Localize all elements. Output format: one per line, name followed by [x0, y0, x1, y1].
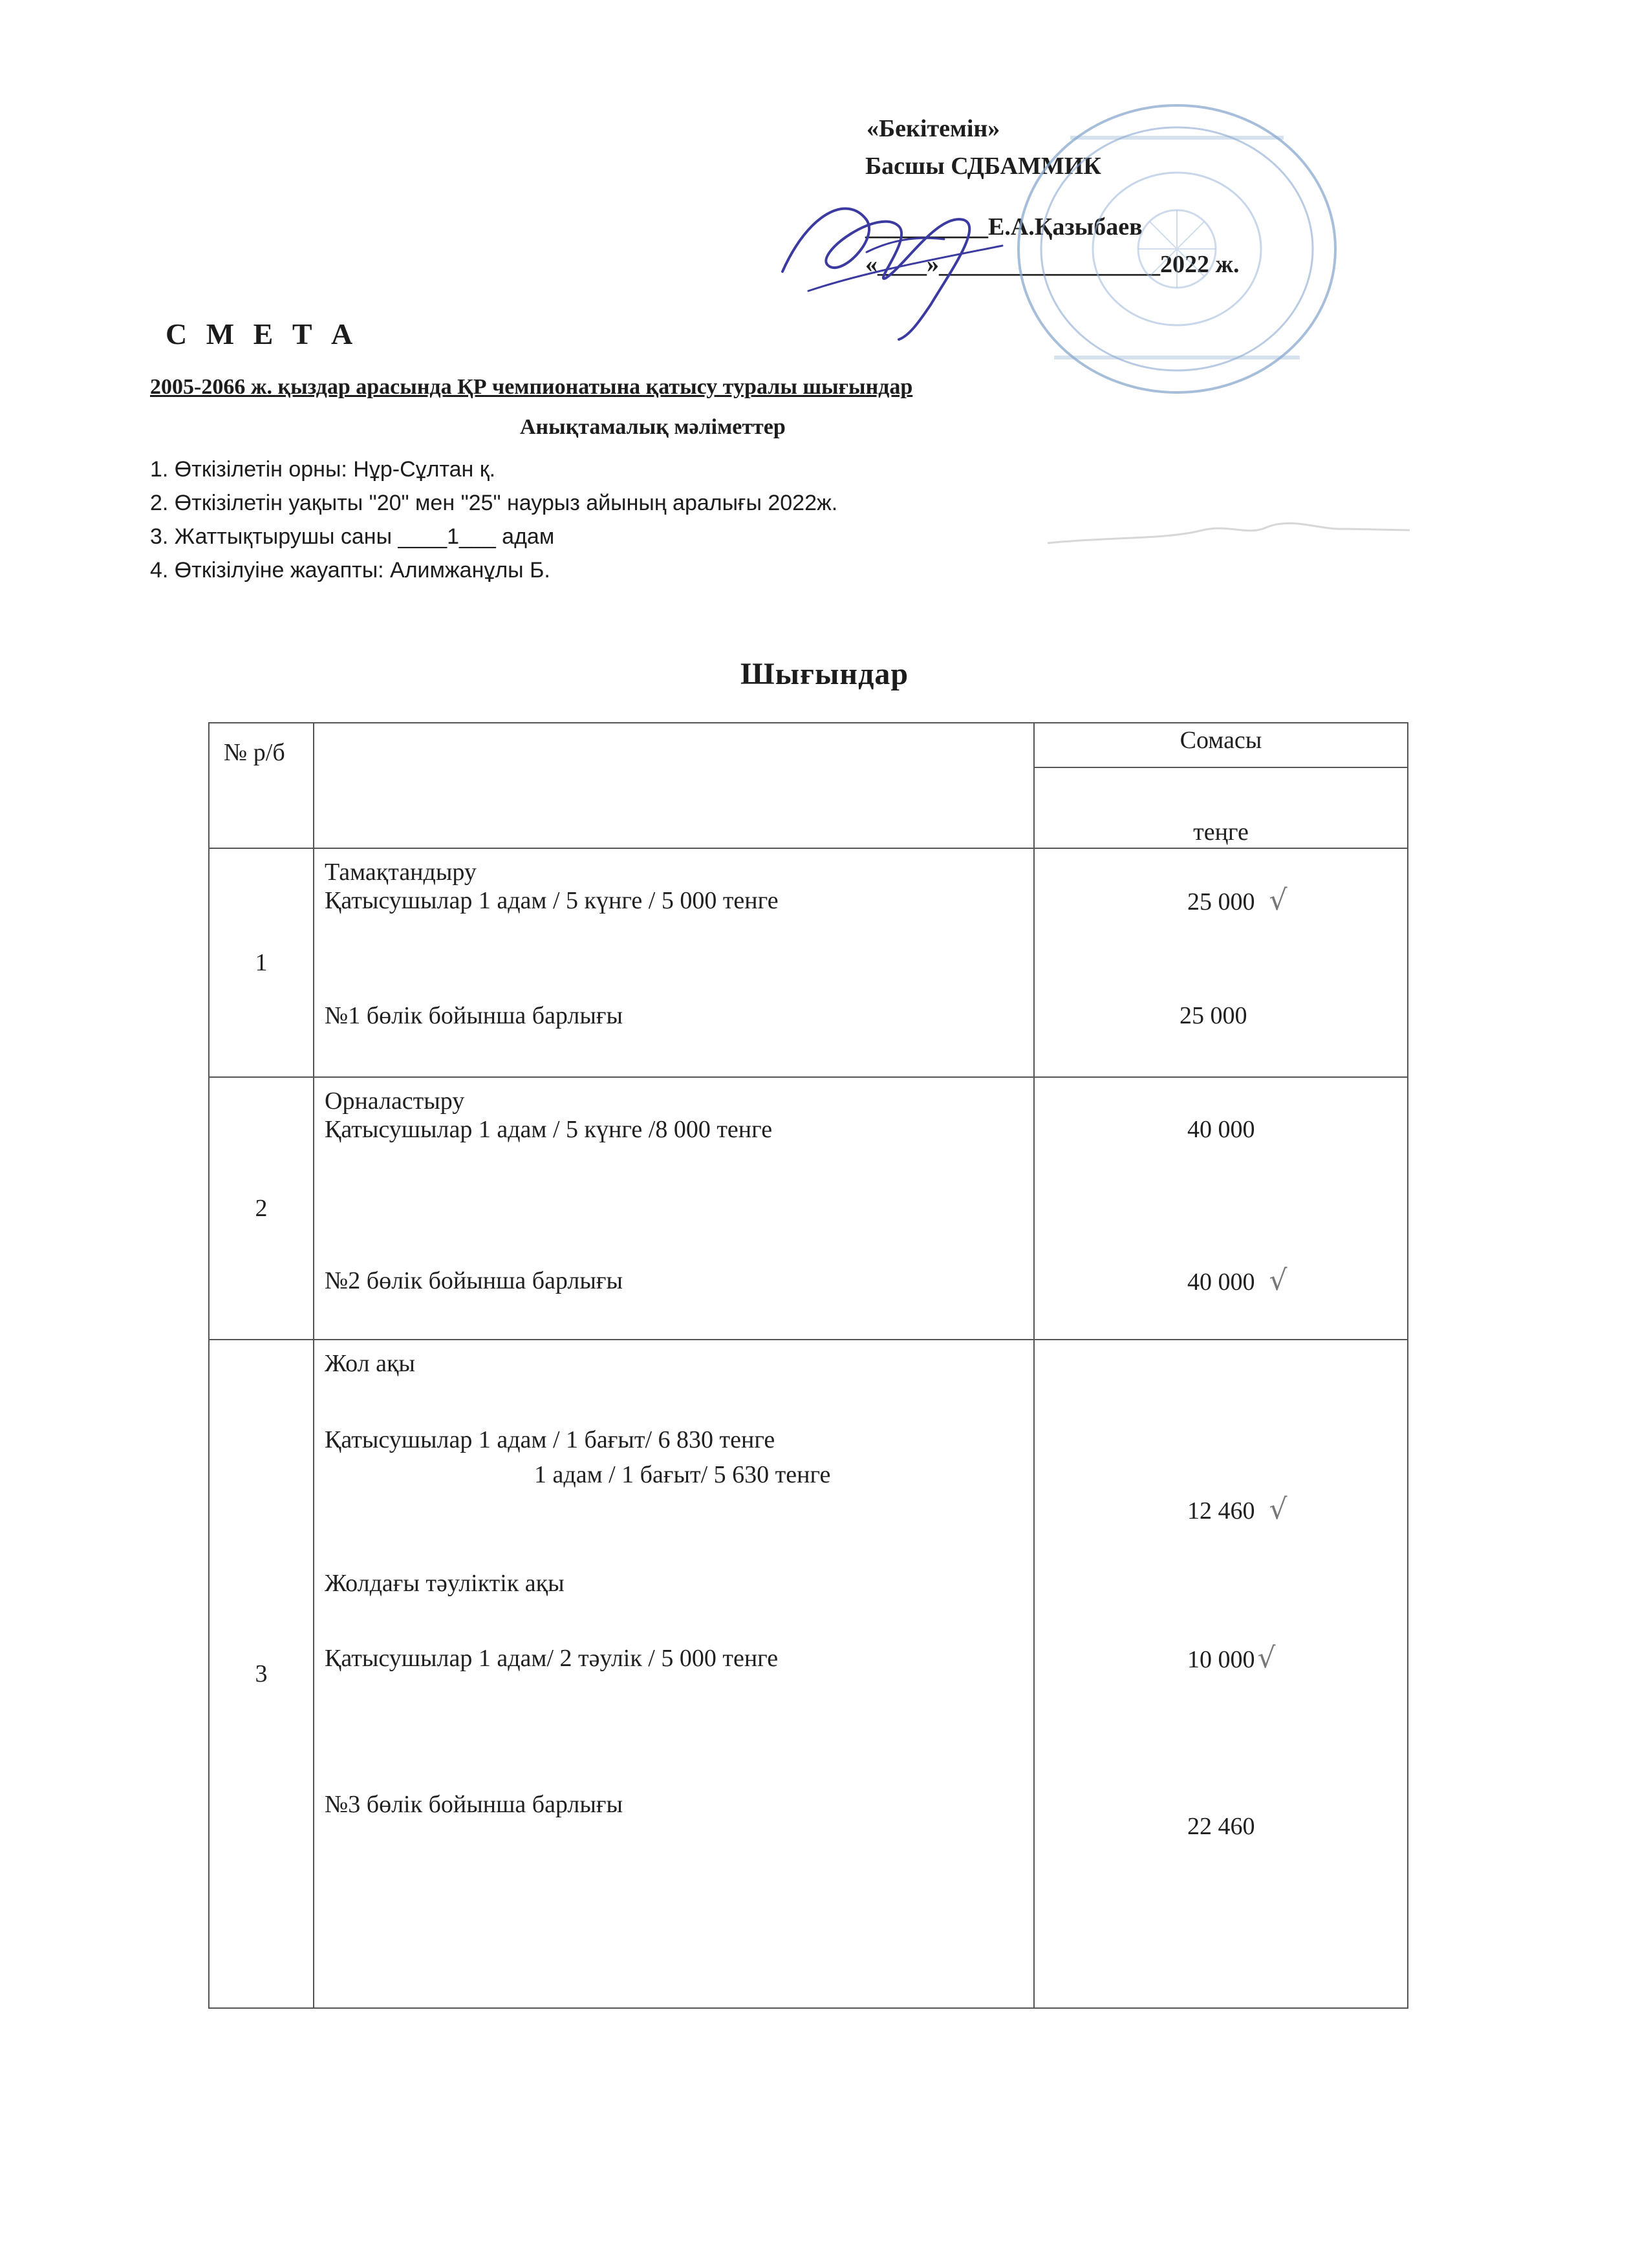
document-title: С М Е Т А	[166, 317, 359, 350]
row-travel-value: 12 460 √	[1187, 1493, 1288, 1526]
check-mark-icon: √	[1269, 1264, 1288, 1297]
row-description	[314, 1077, 1034, 1340]
row-total-label: №1 бөлік бойынша барлығы	[325, 1002, 623, 1029]
bleed-through-mark	[1035, 504, 1423, 556]
info-responsible: 4. Өткізілуіне жауапты: Алимжанұлы Б.	[150, 558, 550, 583]
row-description	[314, 1340, 1034, 2008]
row-number: 3	[209, 1340, 314, 2008]
row-total-value: 40 000 √	[1187, 1264, 1288, 1297]
check-mark-icon: √	[1269, 884, 1288, 917]
check-mark-icon: √	[1269, 1493, 1288, 1526]
row-total-label: №3 бөлік бойынша барлығы	[325, 1791, 623, 1818]
row-section: Тамақтандыру	[325, 859, 477, 886]
row-total-value: 22 460	[1187, 1813, 1255, 1840]
row-line-travel-b: 1 адам / 1 бағыт/ 5 630 тенге	[534, 1461, 831, 1488]
header-number: № р/б	[209, 723, 314, 848]
reference-info	[150, 453, 837, 587]
row-description	[314, 848, 1034, 1077]
table-row	[209, 1340, 1408, 2008]
row-total-label: №2 бөлік бойынша барлығы	[325, 1267, 623, 1294]
expenses-table	[208, 722, 1408, 2009]
table-row	[209, 1077, 1408, 1340]
info-venue: 1. Өткізілетін орны: Нұр-Сұлтан қ.	[150, 457, 496, 482]
row-total-value: 25 000	[1180, 1002, 1247, 1029]
check-mark-icon: √	[1257, 1642, 1276, 1674]
row-line-travel-a: Қатысушылар 1 адам / 1 бағыт/ 6 830 тенге	[325, 1426, 775, 1453]
handwritten-signature	[770, 175, 1015, 343]
row-amount	[1034, 1340, 1408, 2008]
official-stamp	[1009, 97, 1345, 401]
header-description	[314, 723, 1034, 848]
approval-heading: «Бекітемін»	[867, 115, 1000, 142]
header-amount: Сомасы	[1034, 723, 1408, 767]
row-line: Қатысушылар 1 адам / 5 күнге / 5 000 тенге	[325, 887, 779, 914]
info-dates: 2. Өткізілетін уақыты "20" мен "25" наурыз айының аралығы 2022ж.	[150, 491, 838, 515]
table-header-row	[209, 723, 1408, 767]
row-line-value: 25 000 √	[1187, 884, 1288, 917]
row-section: Жол ақы	[325, 1350, 415, 1377]
expenses-title: Шығындар	[740, 657, 909, 691]
approval-signatory: __________Е.А.Қазыбаев	[865, 213, 1143, 241]
row-section: Орналастыру	[325, 1087, 465, 1115]
row-amount	[1034, 1077, 1408, 1340]
approval-date: «____»__________________2022 ж.	[865, 251, 1240, 278]
row-number: 1	[209, 848, 314, 1077]
approval-position: Басшы СДБАММИК	[865, 153, 1101, 180]
document-subtitle: 2005-2066 ж. қыздар арасында ҚР чемпионатына қатысу туралы шығындар	[150, 375, 913, 399]
table-row	[209, 848, 1408, 1077]
header-currency: теңге	[1034, 767, 1408, 848]
info-coaches: 3. Жаттықтырушы саны ____1___ адам	[150, 524, 555, 549]
row-number: 2	[209, 1077, 314, 1340]
row-section-per-diem: Жолдағы тәуліктік ақы	[325, 1570, 565, 1597]
row-amount	[1034, 848, 1408, 1077]
reference-heading: Анықтамалық мәліметтер	[520, 415, 786, 439]
row-per-diem-value: 10 000√	[1187, 1642, 1276, 1674]
row-line: Қатысушылар 1 адам / 5 күнге /8 000 тенге	[325, 1116, 773, 1143]
row-line-per-diem: Қатысушылар 1 адам/ 2 тәулік / 5 000 тенге	[325, 1645, 779, 1672]
row-line-value: 40 000	[1187, 1116, 1255, 1143]
